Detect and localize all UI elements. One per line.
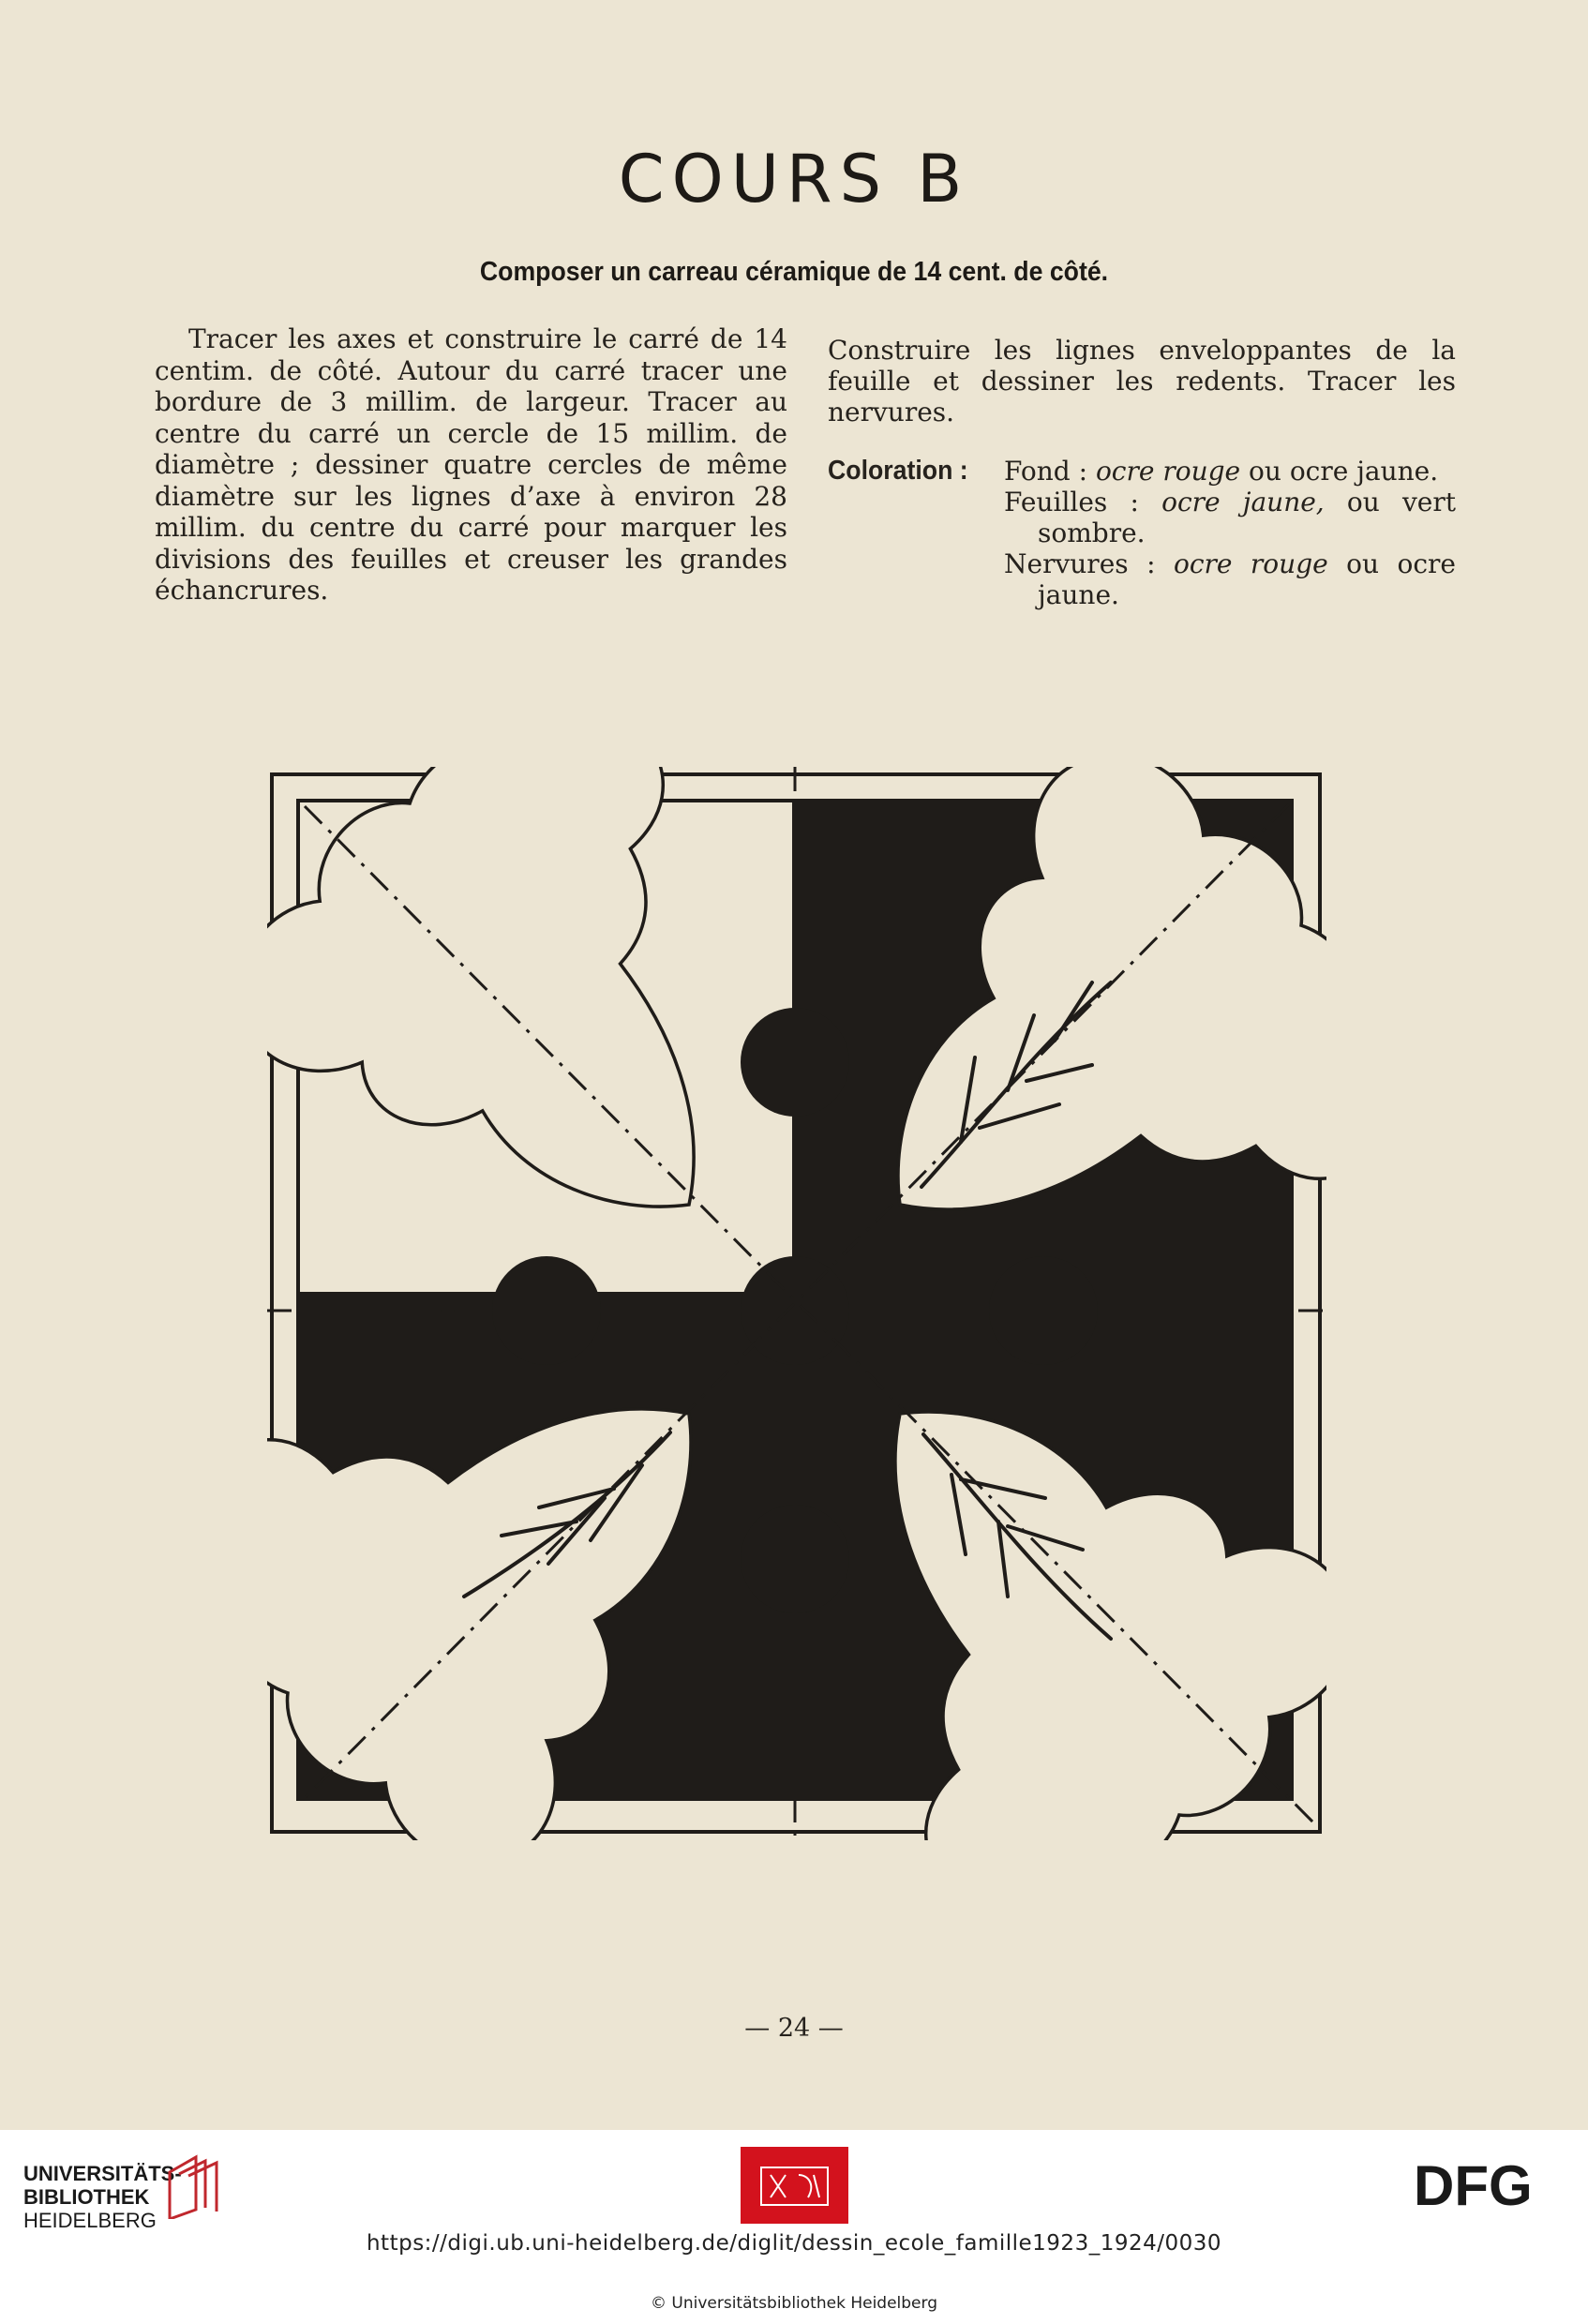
coloration-row-feuilles: [1004, 487, 1456, 548]
coloration-row-label: Fond :: [1004, 456, 1088, 487]
dfg-logo-text: DFG: [1414, 2156, 1533, 2212]
coloration-row-fond: [1004, 456, 1456, 487]
page-number: — 24 —: [744, 2014, 844, 2043]
coloration-row-tail: ou ocre jaune.: [1038, 548, 1456, 610]
library-name: [23, 2162, 182, 2232]
university-library-logo-icon: [164, 2153, 222, 2219]
coloration-row-nervures: [1004, 548, 1456, 610]
coloration-block: [828, 456, 1456, 624]
episteme-logo-icon: [741, 2147, 848, 2224]
ceramic-tile-illustration: [267, 767, 1326, 1840]
page-title: COURS B: [618, 141, 970, 217]
coloration-row-label: Feuilles :: [1004, 487, 1139, 517]
coloration-row-value: ocre jaune,: [1161, 487, 1325, 517]
instructions-right-column: [828, 335, 1456, 624]
coloration-rows: [1004, 456, 1456, 610]
dfg-logo-icon: [1414, 2156, 1566, 2212]
coloration-row-label: Nervures :: [1004, 548, 1156, 579]
library-line-2: BIBLIOTHEK: [23, 2185, 150, 2209]
coloration-label: Coloration :: [828, 456, 968, 486]
footer-bar: [0, 2130, 1588, 2324]
coloration-row-tail: ou vert sombre.: [1038, 487, 1456, 548]
page-subtitle: Composer un carreau céramique de 14 cent. de côté.: [479, 257, 1109, 287]
coloration-row-value: ocre rouge: [1095, 456, 1241, 487]
copyright-notice: © Universitätsbibliothek Heidelberg: [650, 2294, 937, 2313]
source-url[interactable]: https://digi.ub.uni-heidelberg.de/diglit/dessin_ecole_famille1923_1924/0030: [366, 2231, 1222, 2256]
library-line-1: UNIVERSITÄTS-: [23, 2162, 182, 2185]
coloration-row-tail: ou ocre jaune.: [1249, 456, 1439, 487]
construction-paragraph: Construire les lignes enveloppantes de la feuille et dessiner les redents. Tracer les nervures.: [828, 335, 1456, 427]
coloration-row-value: ocre rouge: [1173, 548, 1328, 579]
instructions-left-column: Tracer les axes et construire le carré de 14 centim. de côté. Autour du carré tracer une bordure de 3 millim. de largeur. Tracer au centre du carré un cercle de 15 millim. de diamètre ; dessiner quatre cercles de même diamètre sur les lignes d’axe à environ 28 millim. du centre du carré pour marquer les divisions des feuilles et creuser les grandes échancrures.: [155, 323, 787, 606]
library-line-3: HEIDELBERG: [23, 2209, 157, 2232]
